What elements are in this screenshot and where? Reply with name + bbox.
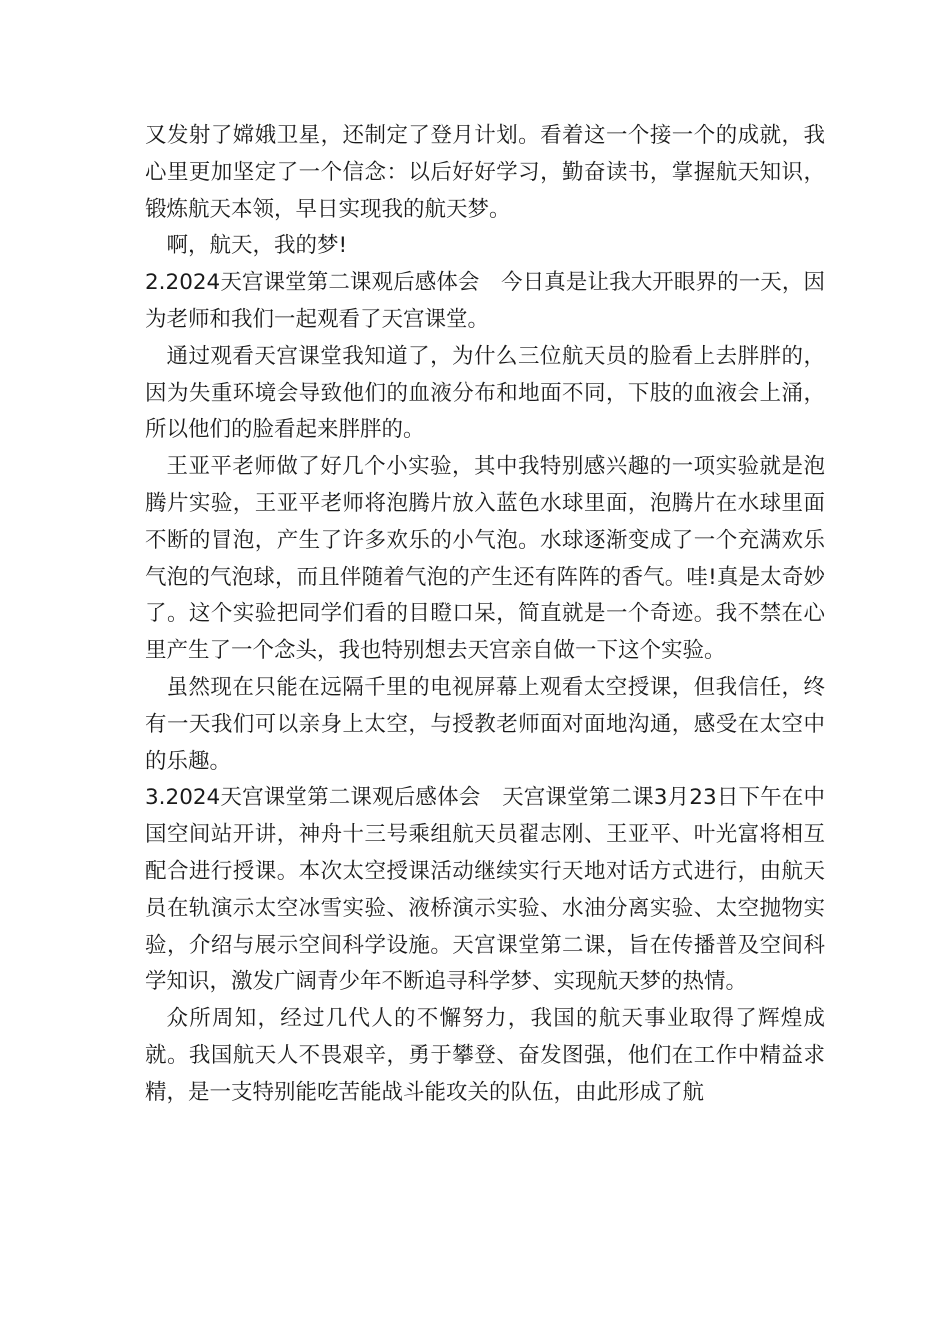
paragraph-continuation: 又发射了嫦娥卫星，还制定了登月计划。看着这一个接一个的成就，我心里更加坚定了一个信念：以后好好学习，勤奋读书，掌握航天知识，锻炼航天本领，早日实现我的航天梦。 <box>145 123 825 222</box>
paragraph-essay-2-body-2: 王亚平老师做了好几个小实验，其中我特别感兴趣的一项实验就是泡腾片实验，王亚平老师将泡腾片放入蓝色水球里面，泡腾片在水球里面不断的冒泡，产生了许多欢乐的小气泡。水球逐渐变成了一个充满欢乐气泡的气泡球，而且伴随着气泡的产生还有阵阵的香气。哇!真是太奇妙了。这个实验把同学们看的目瞪口呆，简直就是一个奇迹。我不禁在心里产生了一个念头，我也特别想去天宫亲自做一下这个实验。 <box>145 454 825 664</box>
paragraph-essay-2-body-1: 通过观看天宫课堂我知道了，为什么三位航天员的脸看上去胖胖的，因为失重环境会导致他们的血液分布和地面不同，下肢的血液会上涌，所以他们的脸看起来胖胖的。 <box>145 343 825 443</box>
paragraph-essay-3-heading: 3.2024天宫课堂第二课观后感体会 天宫课堂第二课3月23日下午在中国空间站开讲，神舟十三号乘组航天员翟志刚、王亚平、叶光富将相互配合进行授课。本次太空授课活动继续实行天地对话方式进行，由航天员在轨演示太空冰雪实验、液桥演示实验、水油分离实验、太空抛物实验，介绍与展示空间科学设施。天宫课堂第二课，旨在传播普及空间科学知识，激发广阔青少年不断追寻科学梦、实现航天梦的热情。 <box>145 785 825 995</box>
document-page <box>145 118 825 1112</box>
paragraph-essay-2-heading: 2.2024天宫课堂第二课观后感体会 今日真是让我大开眼界的一天，因为老师和我们一起观看了天宫课堂。 <box>145 270 825 332</box>
paragraph-essay-2-body-3: 虽然现在只能在远隔千里的电视屏幕上观看太空授课，但我信任，终有一天我们可以亲身上太空，与授教老师面对面地沟通，感受在太空中的乐趣。 <box>145 674 825 774</box>
paragraph-exclamation: 啊，航天，我的梦! <box>166 233 348 259</box>
paragraph-essay-3-body-1: 众所周知，经过几代人的不懈努力，我国的航天事业取得了辉煌成就。我国航天人不畏艰辛，勇于攀登、奋发图强，他们在工作中精益求精，是一支特别能吃苦能战斗能攻关的队伍，由此形成了航 <box>145 1006 825 1105</box>
